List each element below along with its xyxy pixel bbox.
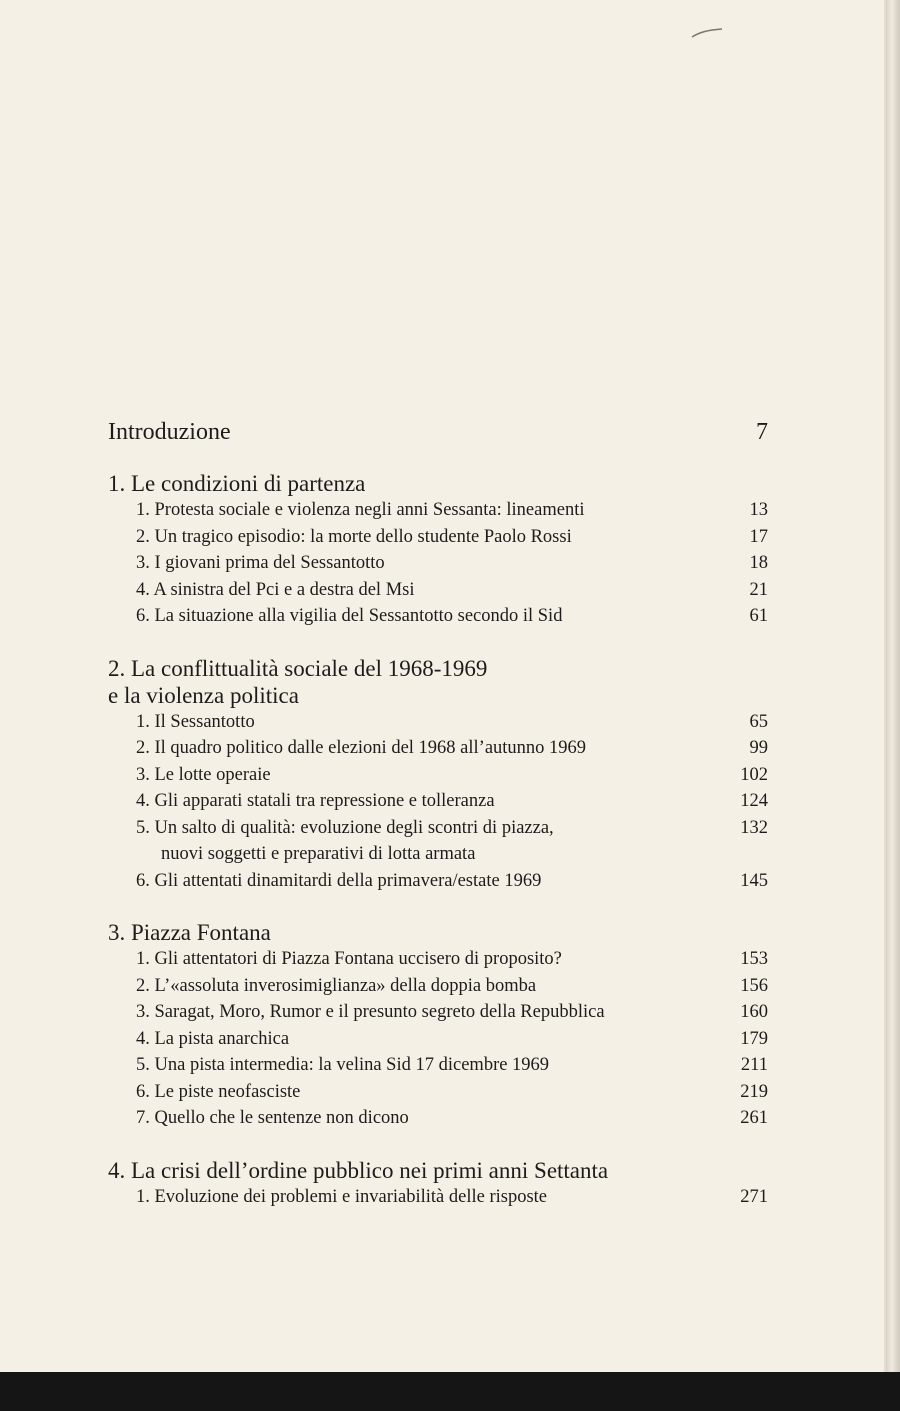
chapter-4 <box>108 1157 768 1211</box>
toc-entry[interactable]: 1. Gli attentatori di Piazza Fontana uccisero di proposito? 153 <box>136 949 768 969</box>
chapter-title[interactable]: 2. La conflittualità sociale del 1968-1969 e la violenza politica <box>108 655 488 708</box>
table-of-contents <box>108 416 768 1235</box>
toc-entry[interactable]: 6. Gli attentati dinamitardi della primavera/estate 1969 145 <box>136 870 768 891</box>
pencil-mark <box>690 26 724 40</box>
toc-entry[interactable]: 3. Saragat, Moro, Rumor e il presunto segreto della Repubblica 160 <box>136 1002 768 1022</box>
chapter-title[interactable]: 4. La crisi dell’ordine pubblico nei primi anni Settanta <box>108 1157 609 1183</box>
toc-entry[interactable]: 1. Protesta sociale e violenza negli anni Sessanta: lineamenti 13 <box>136 500 768 520</box>
toc-entry[interactable]: 4. Gli apparati statali tra repressione e tolleranza 124 <box>136 791 768 811</box>
toc-entry[interactable]: 2. L’«assoluta inverosimiglianza» della doppia bomba 156 <box>136 975 768 996</box>
toc-entry[interactable]: 3. Le lotte operaie 102 <box>136 764 768 785</box>
chapter-3 <box>108 919 768 1132</box>
toc-entry[interactable]: 3. I giovani prima del Sessantotto 18 <box>136 553 768 573</box>
chapter-title[interactable]: 1. Le condizioni di partenza <box>108 471 366 496</box>
toc-entry[interactable]: 5. Una pista intermedia: la velina Sid 17 dicembre 1969 211 <box>136 1055 768 1075</box>
toc-entry[interactable]: 2. Il quadro politico dalle elezioni del 1968 all’autunno 1969 99 <box>136 738 768 758</box>
toc-entry[interactable]: 4. La pista anarchica 179 <box>136 1028 768 1049</box>
toc-entry[interactable]: 2. Un tragico episodio: la morte dello studente Paolo Rossi 17 <box>136 526 768 547</box>
chapter-title[interactable]: 3. Piazza Fontana <box>108 920 271 945</box>
page-edge <box>886 0 900 1372</box>
toc-entry[interactable]: 1. Il Sessantotto 65 <box>136 711 768 732</box>
toc-entry[interactable]: 6. La situazione alla vigilia del Sessantotto secondo il Sid 61 <box>136 606 768 626</box>
toc-entry[interactable]: 4. A sinistra del Pci e a destra del Msi 21 <box>136 579 768 600</box>
scan-border <box>0 1372 900 1411</box>
toc-entry[interactable]: 6. Le piste neofasciste 219 <box>136 1081 768 1102</box>
introduction-page: 7 <box>756 419 768 445</box>
toc-entry[interactable]: 1. Evoluzione dei problemi e invariabilità delle risposte 271 <box>136 1186 768 1207</box>
chapter-1 <box>108 470 768 630</box>
toc-introduction[interactable] <box>108 416 768 448</box>
introduction-title: Introduzione <box>108 419 231 445</box>
toc-entry[interactable]: 7. Quello che le sentenze non dicono 261 <box>136 1108 768 1128</box>
toc-entry[interactable]: 5. Un salto di qualità: evoluzione degli scontri di piazza, nuovi soggetti e preparativi di lotta armata 132 <box>136 817 768 864</box>
chapter-2 <box>108 655 768 895</box>
